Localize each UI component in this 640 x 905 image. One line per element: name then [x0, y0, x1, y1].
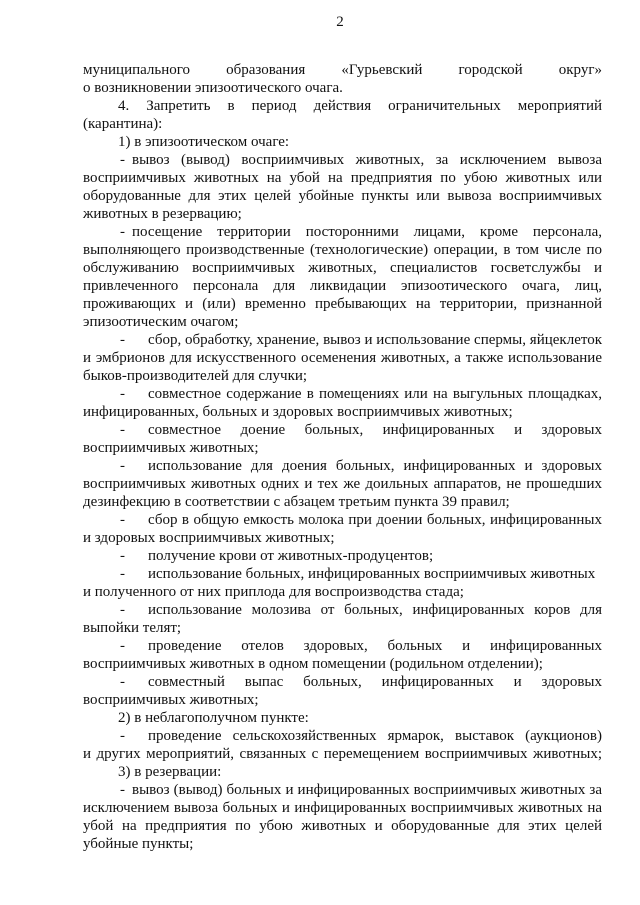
list-item-text: проведение сельскохозяйственных ярмарок, выставок (аукционов): [148, 728, 602, 744]
list-item: [83, 565, 602, 583]
page-number: 2: [336, 14, 344, 30]
list-item: [83, 727, 602, 745]
text-line: оборудованные для этих целей убойные пункты или вывоза восприимчивых: [83, 188, 602, 204]
list-item: [83, 601, 602, 619]
text-line: привлеченного персонала для ликвидации эпизоотического очага, лиц,: [83, 278, 602, 294]
paragraph-heading: 4. Запретить в период действия ограничительных мероприятий: [118, 98, 602, 114]
list-item-text: сбор, обработку, хранение, вывоз и использование спермы, яйцеклеток: [148, 332, 602, 348]
list-item: [83, 421, 602, 439]
text-line: восприимчивых животных в одном помещении (родильном отделении);: [83, 656, 543, 672]
text-line: восприимчивых животных одних и тех же доильных аппаратов, не прошедших: [83, 476, 602, 492]
text-line: (карантина):: [83, 116, 163, 132]
text-line: и эмбрионов для искусственного осеменения животных, а также использование: [83, 350, 602, 366]
text-line: убой на предприятия по убою животных и оборудованные для этих целей: [83, 818, 602, 834]
list-item: [83, 547, 602, 565]
list-item: [83, 637, 602, 655]
list-item: [83, 457, 602, 475]
list-item-text: вывоз (вывод) восприимчивых животных, за исключением вывоза: [132, 152, 602, 168]
text-line: муниципального образования «Гурьевский городской округ»: [83, 62, 602, 78]
list-item-text: использование больных, инфицированных восприимчивых животных: [148, 566, 596, 582]
list-item: [83, 151, 602, 169]
text-line: быков-производителей для случки;: [83, 368, 308, 384]
text-line: эпизоотическим очагом;: [83, 314, 239, 330]
list-item-text: вывоз (вывод) больных и инфицированных восприимчивых животных за: [132, 782, 602, 798]
list-item-text: проведение отелов здоровых, больных и инфицированных: [148, 638, 602, 654]
list-dash: -: [120, 152, 125, 168]
text-line: восприимчивых животных;: [83, 440, 259, 456]
list-item-text: совместное содержание в помещениях или на выгульных площадках,: [148, 386, 602, 402]
text-line: о возникновении эпизоотического очага.: [83, 80, 343, 96]
list-dash: -: [120, 674, 125, 690]
list-item-text: использование молозива от больных, инфицированных коров для: [148, 602, 602, 618]
subsection-heading: 3) в резервации:: [118, 764, 222, 780]
list-dash: -: [120, 566, 125, 582]
list-dash: -: [120, 422, 125, 438]
list-item-text: использование для доения больных, инфицированных и здоровых: [148, 458, 602, 474]
text-line: убойные пункты;: [83, 836, 194, 852]
text-line: и полученного от них приплода для воспроизводства стада;: [83, 584, 464, 600]
list-item-text: совместное доение больных, инфицированных и здоровых: [148, 422, 602, 438]
text-line: и здоровых восприимчивых животных;: [83, 530, 335, 546]
list-item-text: посещение территории посторонними лицами, кроме персонала,: [132, 224, 602, 240]
list-dash: -: [120, 638, 125, 654]
text-line: восприимчивых животных;: [83, 692, 259, 708]
list-dash: -: [120, 602, 125, 618]
list-dash: -: [120, 512, 125, 528]
list-item: [83, 331, 602, 349]
list-dash: -: [120, 548, 125, 564]
text-line: инфицированных, больных и здоровых восприимчивых животных;: [83, 404, 513, 420]
text-line: дезинфекцию в соответствии с абзацем третьим пункта 39 правил;: [83, 494, 510, 510]
subsection-heading: 1) в эпизоотическом очаге:: [118, 134, 290, 150]
list-item: [83, 223, 602, 241]
list-item-text: получение крови от животных-продуцентов;: [148, 548, 434, 564]
list-item: [83, 781, 602, 799]
list-dash: -: [120, 728, 125, 744]
list-dash: -: [120, 458, 125, 474]
list-dash: -: [120, 386, 125, 402]
text-line: животных в резервацию;: [83, 206, 242, 222]
list-item: [83, 673, 602, 691]
text-line: обслуживанию восприимчивых животных, специалистов госветслужбы и: [83, 260, 602, 276]
document-body: [83, 61, 602, 853]
list-item-text: сбор в общую емкость молока при доении больных, инфицированных: [148, 512, 602, 528]
list-item-text: совместный выпас больных, инфицированных и здоровых: [148, 674, 602, 690]
list-item: [83, 385, 602, 403]
list-item: [83, 511, 602, 529]
text-line: проживающих и (или) временно пребывающих на территории, признанной: [83, 296, 602, 312]
text-line: выпойки телят;: [83, 620, 182, 636]
subsection-heading: 2) в неблагополучном пункте:: [118, 710, 309, 726]
list-dash: -: [120, 224, 125, 240]
list-dash: -: [120, 332, 125, 348]
text-line: выполняющего производственные (технологические) операции, в том числе по: [83, 242, 602, 258]
text-line: исключением вывоза больных и инфицированных восприимчивых животных на: [83, 800, 602, 816]
text-line: восприимчивых животных на убой на предприятия по убою животных или: [83, 170, 602, 186]
text-line: и других мероприятий, связанных с перемещением восприимчивых животных;: [83, 746, 602, 762]
list-dash: -: [120, 782, 125, 798]
